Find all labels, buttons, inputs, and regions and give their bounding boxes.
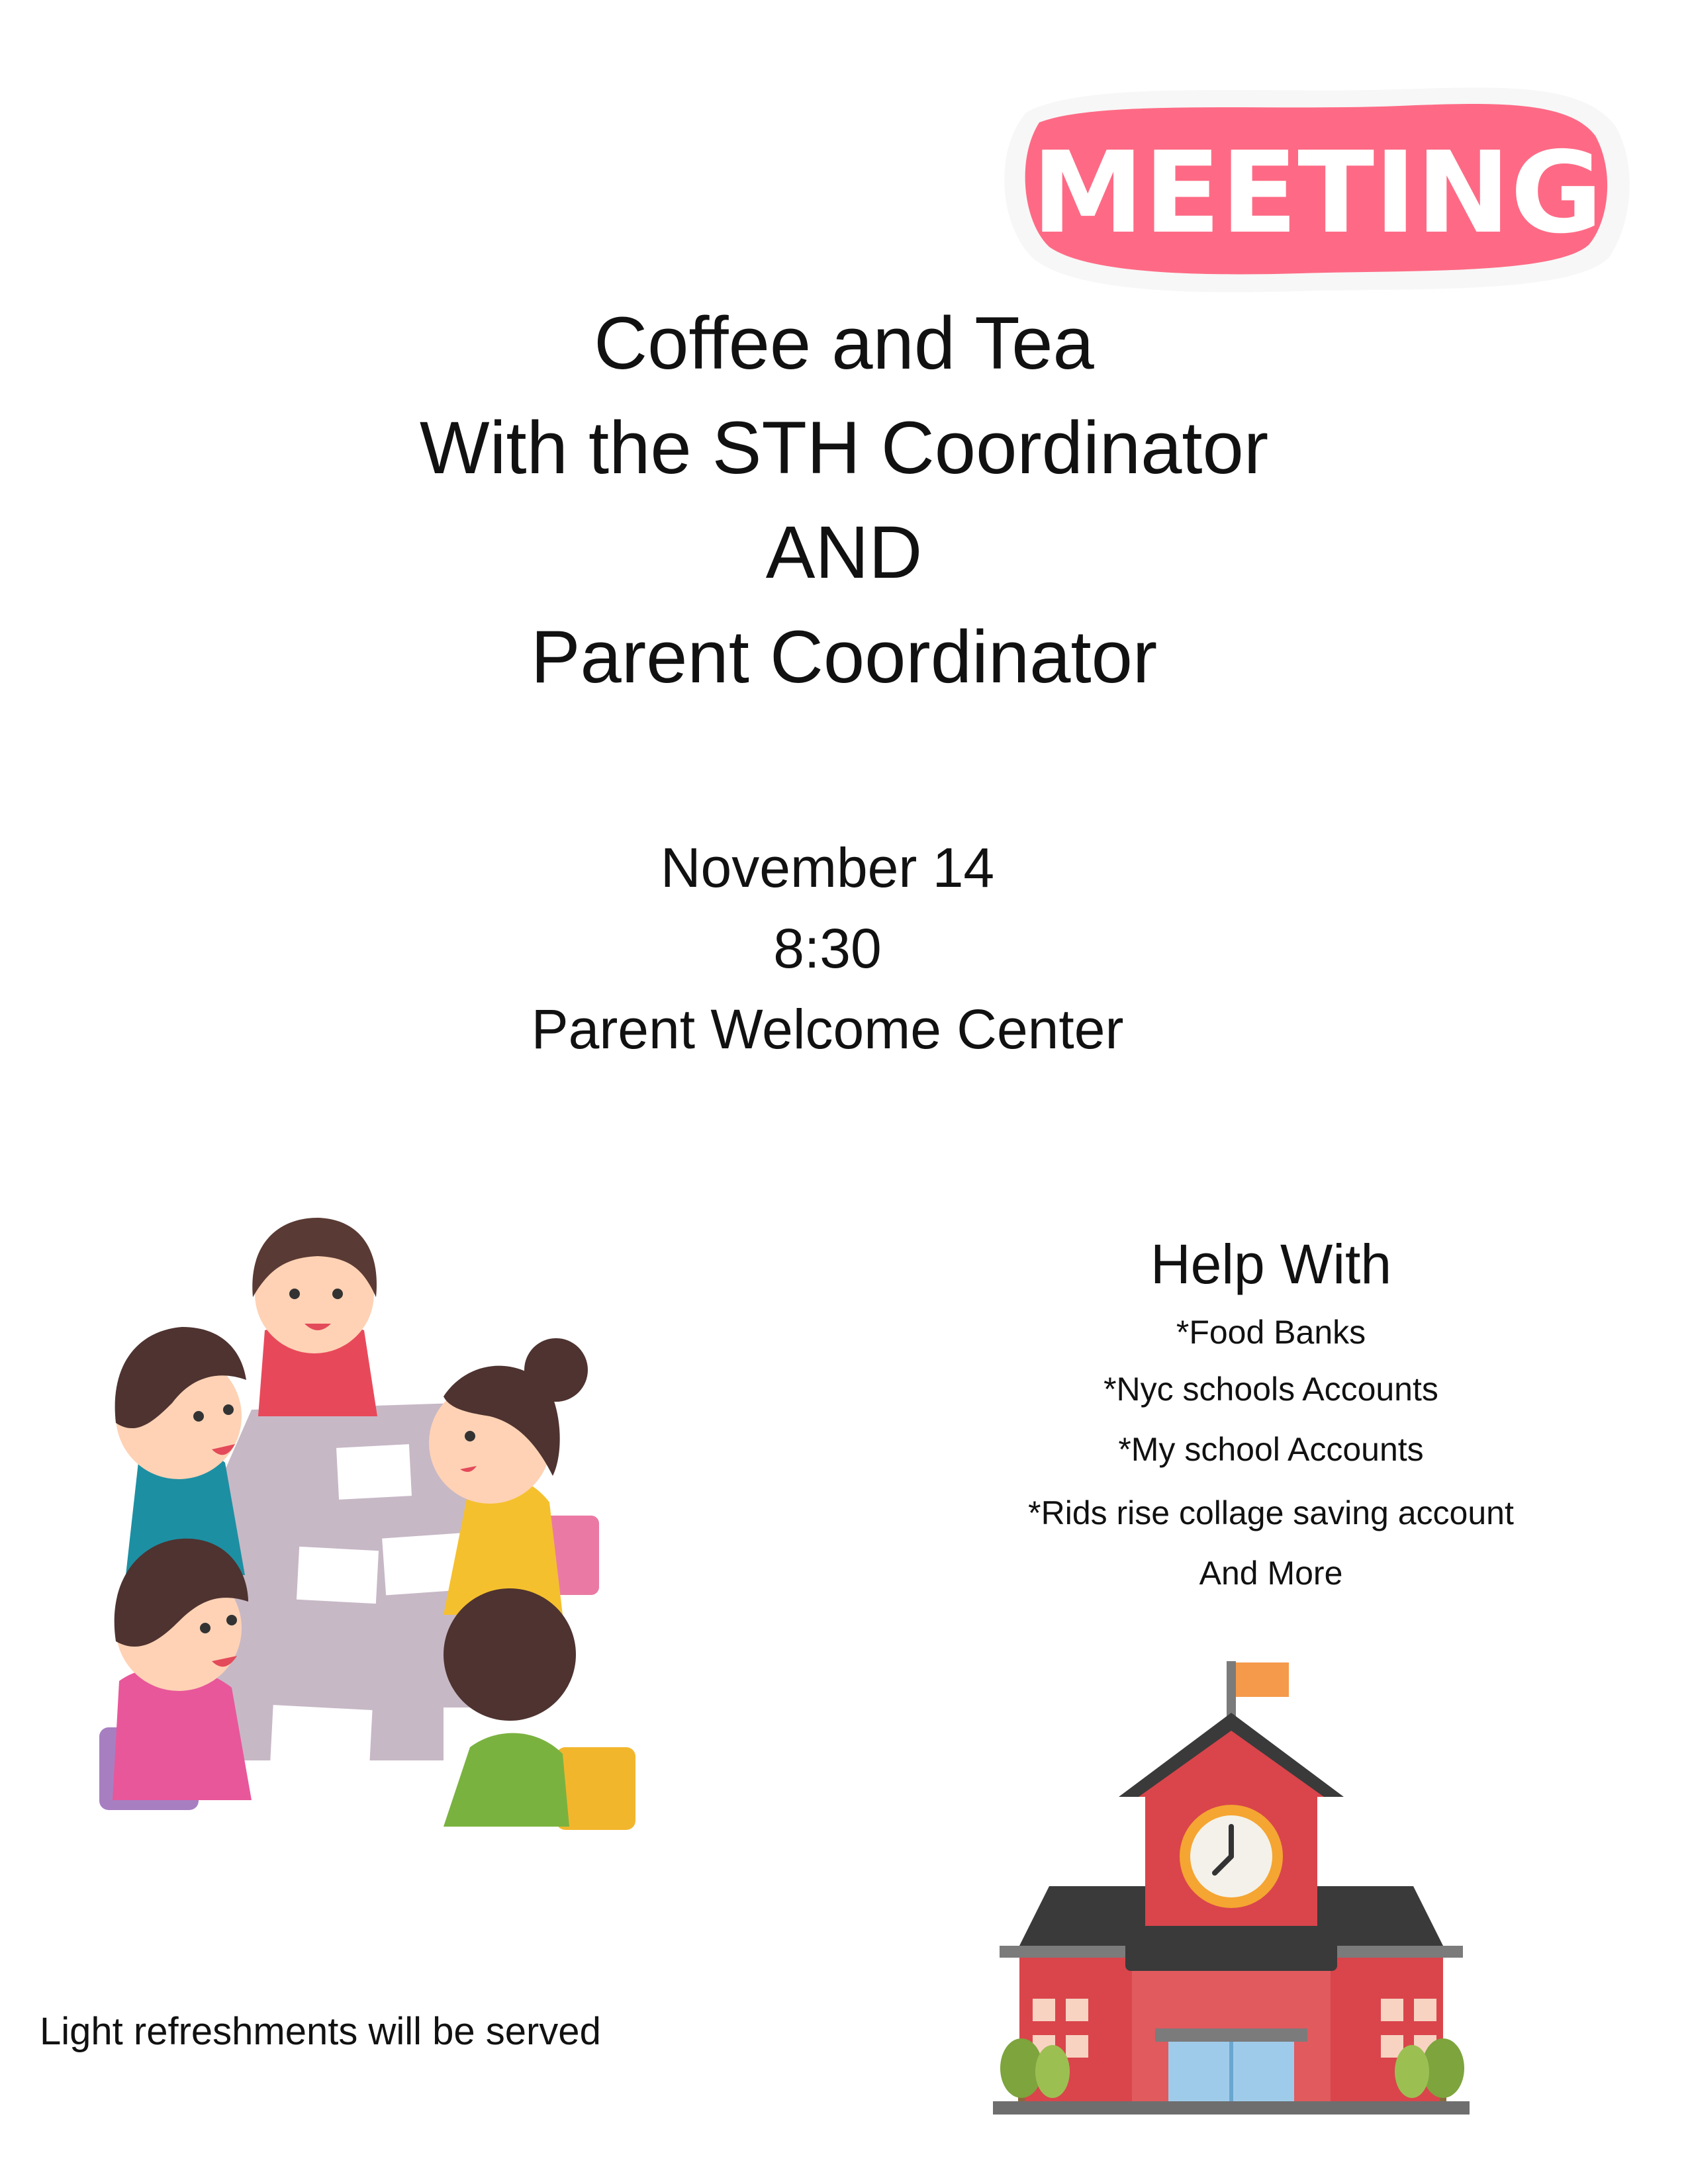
flag-icon <box>1236 1662 1289 1697</box>
help-heading: Help With <box>1150 1233 1392 1295</box>
badge-label: MEETING <box>1031 128 1603 259</box>
help-item-food-banks: *Food Banks <box>1176 1314 1366 1351</box>
help-item-and-more: And More <box>1199 1555 1343 1592</box>
event-time: 8:30 <box>773 917 882 979</box>
event-details <box>0 827 1655 1069</box>
school-building-icon <box>993 1655 1476 2118</box>
help-item-nyc-schools: *Nyc schools Accounts <box>1103 1371 1438 1408</box>
meeting-badge <box>986 53 1648 304</box>
help-section <box>953 1224 1589 1602</box>
title-line-1: Coffee and Tea <box>594 302 1094 385</box>
refreshments-note: Light refreshments will be served <box>40 2010 601 2053</box>
badge-shape <box>986 53 1648 304</box>
title-line-3: AND <box>765 511 923 594</box>
school-building-svg <box>993 1655 1476 2118</box>
event-location: Parent Welcome Center <box>531 998 1124 1060</box>
event-date: November 14 <box>660 837 995 899</box>
help-item-my-school: *My school Accounts <box>1118 1431 1424 1468</box>
title-block <box>0 291 1688 709</box>
title-line-2: With the STH Coordinator <box>419 406 1269 489</box>
title-line-4: Parent Coordinator <box>530 615 1158 698</box>
help-item-college-savings: *Rids rise collage saving account <box>1028 1494 1514 1531</box>
meeting-illustration-icon <box>99 1205 655 1840</box>
meeting-illustration <box>99 1205 655 1840</box>
